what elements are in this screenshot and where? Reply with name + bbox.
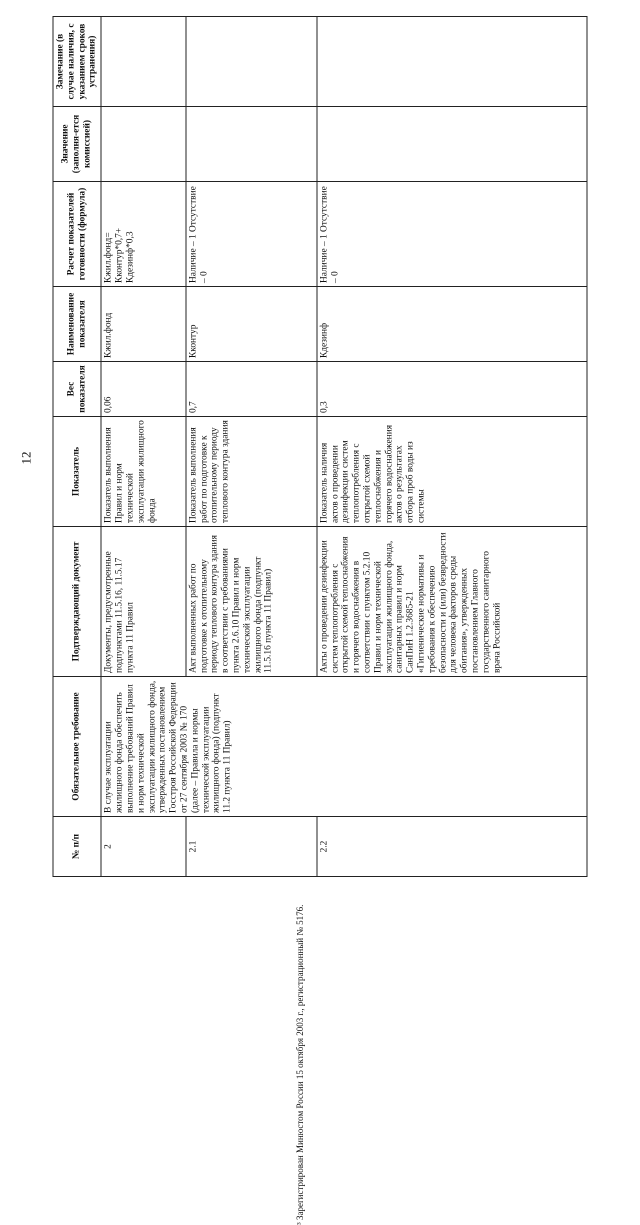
row-document: Акты о проведении дезинфекции систем теплопотребления с открытой схемой теплоснабжения и горячего водоснабжения в соответствии с пунктом 5.2.10 Правил и норм технической эксплуатации жилищного фонда, санитарных правил и норм СанПиН 1.2.3685-21 «Гигиенические нормативы и требования к обеспечению безопасности и (или) безвредности для человека факторов среды обитания», утвержденных постановлением Главного государственного санитарного врача Российской [317, 527, 587, 677]
requirements-table-container [53, 17, 588, 877]
row-formula: Наличие – 1 Отсутствие – 0 [186, 182, 317, 287]
header-name: Наименование показателя [53, 287, 101, 362]
row-name: Кконтур [186, 287, 317, 362]
table-row [101, 17, 186, 877]
row-indicator: Показатель наличия актов о проведении дезинфекции систем теплопотребления с открытой схемой теплоснабжения и горячего водоснабжения актов о результатах отбора проб воды из системы [317, 417, 587, 527]
row-remark [101, 17, 186, 107]
row-requirement: В случае эксплуатации жилищного фонда обеспечить выполнение требований Правил и норм технической эксплуатации жилищного фонда, утвержденных постановлением Госстроя Российской Федерации от 27 сентября 2003 № 170 (далее – Правила и нормы технической эксплуатации жилищного фонда) (подпункт 11.2 пункта 11 Правил) [101, 677, 587, 817]
footnote: ³ Зарегистрирован Минюстом России 15 октября 2003 г., регистрационный № 5176. [295, 904, 305, 1225]
row-value [317, 107, 587, 182]
requirements-table [53, 16, 588, 877]
row-name: Кжил.фонд [101, 287, 186, 362]
row-num: 2.1 [186, 817, 317, 877]
row-indicator: Показатель выполнения работ по подготовке к отопительному периоду теплового контура здания [186, 417, 317, 527]
header-formula: Расчет показателей готовности (формула) [53, 182, 101, 287]
row-document: Акт выполненных работ по подготовке к отопительному периоду теплового контура здания в соответствии с требованиями пункта 2.6.10 Правил и норм технической эксплуатации жилищного фонда (подпункт 11.5.16 пункта 11 Правил) [186, 527, 317, 677]
row-value [101, 107, 186, 182]
row-value [186, 107, 317, 182]
row-num: 2 [101, 817, 186, 877]
row-formula: Наличие – 1 Отсутствие – 0 [317, 182, 587, 287]
row-remark [317, 17, 587, 107]
row-name: Кдезинф [317, 287, 587, 362]
row-weight: 0,7 [186, 362, 317, 417]
header-remark: Замечание (в случае наличия, с указанием сроков устранения) [53, 17, 101, 107]
header-weight: Вес показателя [53, 362, 101, 417]
row-formula: Кжил.фонд= Кконтур*0,7+ Кдезинф*0,3 [101, 182, 186, 287]
row-weight: 0,06 [101, 362, 186, 417]
row-document: Документы, предусмотренные подпунктами 11.5.16, 11.5.17 пункта 11 Правил [101, 527, 186, 677]
header-num: № п/п [53, 817, 101, 877]
row-remark [186, 17, 317, 107]
row-weight: 0,3 [317, 362, 587, 417]
header-document: Подтверждающий документ [53, 527, 101, 677]
row-num: 2.2 [317, 817, 587, 877]
header-requirement: Обязательное требование [53, 677, 101, 817]
table-header-row [53, 17, 101, 877]
page-number: 12 [18, 451, 34, 465]
header-indicator: Показатель [53, 417, 101, 527]
row-indicator: Показатель выполнения Правил и норм технической эксплуатации жилищного фонда [101, 417, 186, 527]
header-value: Значение (заполня-ется комиссией) [53, 107, 101, 182]
